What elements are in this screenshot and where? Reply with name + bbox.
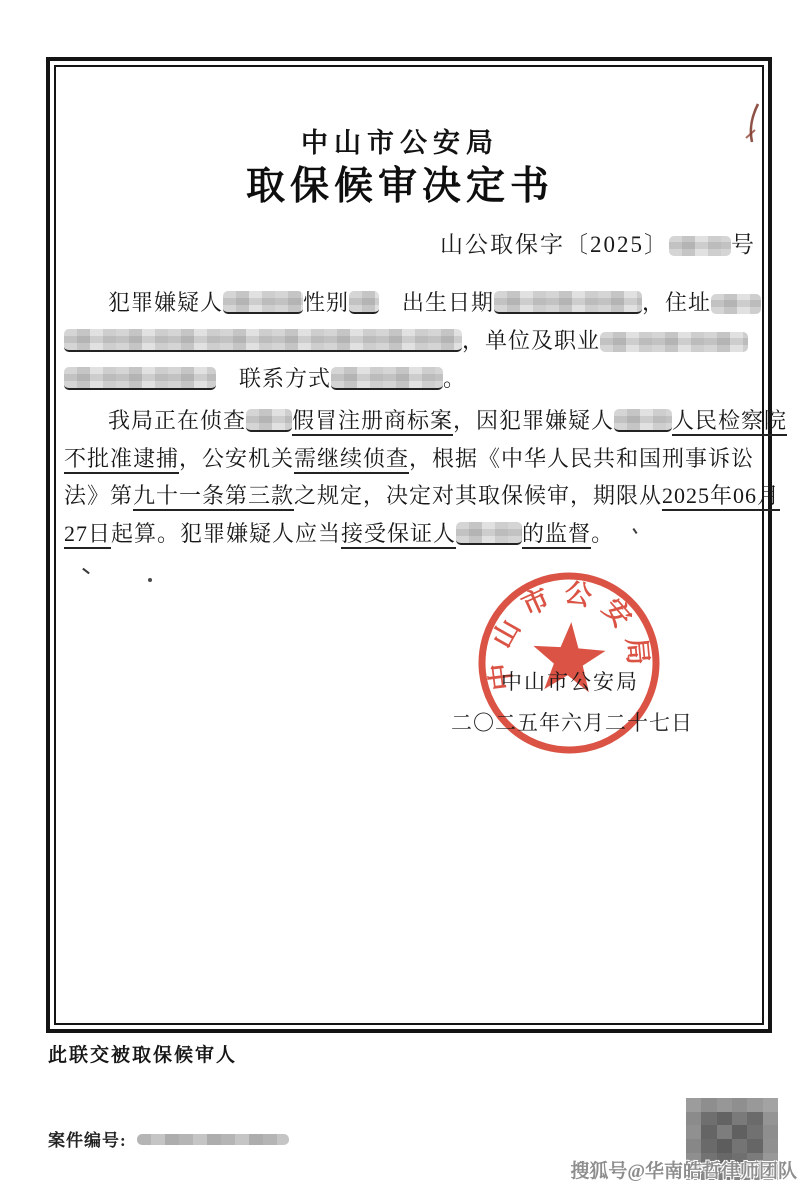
body-text-segment: 。	[591, 521, 615, 546]
pixel-cell	[763, 1112, 778, 1126]
body-text-segment: ，根据《中华人民共和国刑事诉讼	[409, 446, 755, 471]
signing-agency: 中山市公安局	[501, 670, 639, 694]
body-line-suspect-info-3	[64, 364, 466, 394]
redacted-text	[614, 409, 672, 432]
pixel-cell	[717, 1098, 732, 1112]
pixel-cell	[717, 1112, 732, 1126]
case-number-label: 案件编号:	[48, 1131, 127, 1150]
body-text-segment: 不批准逮捕	[64, 446, 179, 474]
document-number	[440, 226, 756, 259]
pixel-cell	[686, 1112, 701, 1126]
pixel-cell	[701, 1112, 716, 1126]
pixel-cell	[732, 1125, 747, 1139]
case-number-row	[48, 1126, 289, 1151]
document-title: 取保候审决定书	[245, 165, 554, 208]
pixel-cell	[717, 1139, 732, 1153]
body-text-segment: 27日	[64, 521, 111, 549]
redacted-text	[64, 329, 462, 352]
body-text-segment: 我局正在侦查	[108, 408, 247, 433]
body-line-decision-1	[64, 406, 787, 436]
redacted-doc-number	[669, 236, 731, 256]
body-text-segment: 法》第	[64, 483, 134, 508]
body-text-segment: 联系方式	[216, 366, 332, 391]
pixel-cell	[763, 1125, 778, 1139]
body-line-suspect-info-1	[64, 288, 761, 318]
body-text-segment: 之规定，决定对其取保候审，期限从	[294, 483, 663, 508]
body-text-segment: 的监督	[522, 521, 591, 549]
pixel-cell	[747, 1098, 762, 1112]
pixel-cell	[686, 1098, 701, 1112]
body-line-decision-3	[64, 481, 780, 511]
body-text-segment: ，住址	[642, 290, 712, 315]
redacted-text	[64, 367, 216, 390]
pixel-cell	[732, 1098, 747, 1112]
redacted-text	[456, 522, 522, 545]
scan-mark-dot	[148, 578, 152, 582]
redacted-text	[711, 294, 761, 314]
agency-title: 中山市公安局	[301, 128, 499, 158]
seal-text: 中山市公安局	[483, 576, 655, 692]
redacted-text	[349, 291, 379, 314]
body-text-segment: 犯罪嫌疑人	[108, 290, 224, 315]
body-text-segment: 假冒注册商标案	[292, 408, 453, 436]
body-text-segment: 起算。犯罪嫌疑人应当	[111, 521, 342, 546]
pixel-cell	[686, 1125, 701, 1139]
body-text-segment: ，单位及职业	[462, 328, 601, 353]
body-line-decision-2	[64, 444, 754, 474]
watermark-text: 搜狐号@华南皓哲律师团队	[570, 1161, 797, 1182]
document-number-prefix: 山公取保字〔2025〕	[440, 232, 669, 257]
document-number-suffix: 号	[731, 232, 756, 257]
pixel-cell	[717, 1125, 732, 1139]
body-text-segment: 。	[443, 366, 467, 391]
body-line-suspect-info-2	[64, 326, 748, 356]
redacted-text	[246, 409, 292, 432]
pixel-cell	[747, 1139, 762, 1153]
body-text-segment: 出生日期	[379, 290, 495, 315]
pixel-cell	[732, 1112, 747, 1126]
body-text-segment: 九十一条第三款	[133, 483, 294, 511]
redacted-text	[600, 332, 748, 352]
pixel-cell	[732, 1139, 747, 1153]
redacted-text	[223, 291, 303, 314]
body-text-segment: ，因犯罪嫌疑人	[453, 408, 615, 433]
body-line-decision-4	[64, 519, 614, 549]
pixel-cell	[747, 1125, 762, 1139]
body-text-segment: 性别	[303, 290, 350, 315]
pixel-cell	[686, 1139, 701, 1153]
pixel-cell	[701, 1098, 716, 1112]
red-pen-stroke	[738, 100, 768, 150]
pixel-cell	[747, 1112, 762, 1126]
body-text-segment: 需继续侦查	[294, 446, 409, 474]
redacted-text	[331, 367, 443, 390]
pixel-cell	[701, 1139, 716, 1153]
pixel-cell	[701, 1125, 716, 1139]
body-text-segment: 接受保证人	[341, 521, 456, 549]
indent-spacer	[64, 309, 108, 310]
body-text-segment: ，公安机关	[179, 446, 295, 471]
body-text-segment: 2025年06月	[662, 483, 780, 511]
copy-recipient-note: 此联交被取保候审人	[48, 1045, 238, 1066]
pixel-cell	[763, 1139, 778, 1153]
redacted-text	[494, 291, 642, 314]
redacted-case-number	[137, 1134, 289, 1145]
signing-date: 二〇二五年六月二十七日	[451, 711, 693, 735]
body-text-segment: 人民检察院	[672, 408, 787, 436]
indent-spacer	[64, 427, 108, 428]
pixel-cell	[763, 1098, 778, 1112]
